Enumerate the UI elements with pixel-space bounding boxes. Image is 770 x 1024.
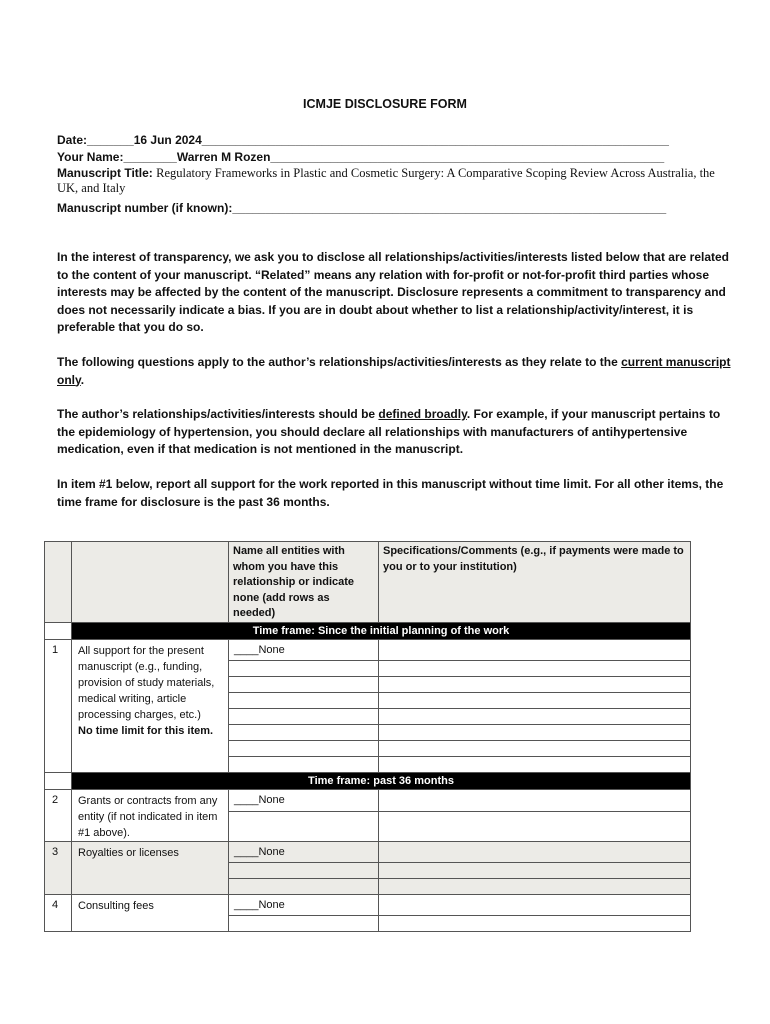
entity-cell[interactable] (229, 863, 379, 879)
name-line (57, 150, 664, 165)
comment-cell[interactable] (379, 725, 691, 741)
name-label: Your Name: (57, 150, 124, 164)
table-row (45, 895, 691, 916)
none-option[interactable]: ____None (229, 640, 379, 661)
name-value[interactable]: ________Warren M Rozen___________________________________________________________ (123, 150, 665, 164)
item-number: 3 (45, 842, 72, 895)
entity-cell[interactable] (229, 693, 379, 709)
disclosure-table (44, 541, 691, 932)
entity-cell[interactable] (229, 916, 379, 932)
comment-cell[interactable] (379, 677, 691, 693)
table-header-row (45, 542, 691, 623)
item-description: Consulting fees (72, 895, 229, 932)
intro-paragraph-2 (57, 354, 737, 389)
entity-cell[interactable] (229, 811, 379, 841)
entity-cell[interactable] (229, 661, 379, 677)
comment-cell[interactable] (379, 842, 691, 863)
entity-cell[interactable] (229, 677, 379, 693)
item1-desc-text: All support for the present manuscript (e.g., funding, provision of study materials, medical writing, article processing charges, etc.) (78, 645, 215, 721)
none-option[interactable]: ____None (229, 895, 379, 916)
p3-rest: . For example, if your manuscript pertains to the epidemiology of hypertension, you should declare all relationships with manufacturers of antihypertensive medication, even if that medication is not mentioned in the manuscript. (57, 407, 721, 456)
date-label: Date: (57, 133, 88, 147)
timeframe-row-2 (45, 773, 691, 790)
intro-paragraph-3 (57, 406, 737, 459)
comment-cell[interactable] (379, 741, 691, 757)
p3-text: The author’s relationships/activities/interests should be (57, 407, 379, 421)
header-spec-cell: Specifications/Comments (e.g., if payments were made to you or to your institution) (379, 542, 691, 623)
date-value[interactable]: _______16 Jun 2024______________________________________________________________________ (87, 133, 669, 147)
entity-cell[interactable] (229, 741, 379, 757)
comment-cell[interactable] (379, 790, 691, 812)
comment-cell[interactable] (379, 693, 691, 709)
comment-cell[interactable] (379, 863, 691, 879)
item-description: Royalties or licenses (72, 842, 229, 895)
timeframe-spacer (45, 623, 72, 640)
comment-cell[interactable] (379, 916, 691, 932)
timeframe-label-2: Time frame: past 36 months (72, 773, 691, 790)
item-description (72, 640, 229, 773)
entity-cell[interactable] (229, 757, 379, 773)
header-desc-cell (72, 542, 229, 623)
p2-end: . (80, 372, 85, 387)
item-number: 2 (45, 790, 72, 842)
manuscript-number-line (57, 201, 666, 216)
item-number: 1 (45, 640, 72, 773)
none-option[interactable]: ____None (229, 790, 379, 812)
intro-paragraph-4: In item #1 below, report all support for the work reported in this manuscript without time limit. For all other items, the time frame for disclosure is the past 36 months. (57, 477, 724, 509)
comment-cell[interactable] (379, 879, 691, 895)
timeframe-label-1: Time frame: Since the initial planning of the work (72, 623, 691, 640)
manuscript-number-value[interactable]: _________________________________________________________________ (232, 201, 667, 215)
timeframe-row-1 (45, 623, 691, 640)
comment-cell[interactable] (379, 640, 691, 661)
entity-cell[interactable] (229, 725, 379, 741)
entity-cell[interactable] (229, 879, 379, 895)
comment-cell[interactable] (379, 661, 691, 677)
header-num-cell (45, 542, 72, 623)
item-description: Grants or contracts from any entity (if not indicated in item #1 above). (72, 790, 229, 842)
comment-cell[interactable] (379, 811, 691, 841)
manuscript-title-label: Manuscript Title: (57, 166, 153, 180)
date-line (57, 133, 669, 148)
item-number: 4 (45, 895, 72, 932)
entity-cell[interactable] (229, 709, 379, 725)
table-row (45, 790, 691, 812)
manuscript-title-line (57, 166, 717, 196)
timeframe-spacer (45, 773, 72, 790)
p2-text: The following questions apply to the author’s relationships/activities/interests as they relate to the (57, 355, 622, 369)
comment-cell[interactable] (379, 757, 691, 773)
comment-cell[interactable] (379, 895, 691, 916)
intro-paragraph-1: In the interest of transparency, we ask you to disclose all relationships/activities/interests listed below that are related to the content of your manuscript. “Related” means any relation with for-profit or not-for-profit third parties whose interests may be affected by the content of the manuscript. Disclosure represents a commitment to transparency and does not necessarily indicate a bias. If you are in doubt about whether to list a relationship/activity/interest, it is preferable that you do so. (57, 250, 729, 334)
manuscript-number-label: Manuscript number (if known): (57, 201, 233, 215)
form-title: ICMJE DISCLOSURE FORM (303, 97, 467, 111)
table-row (45, 640, 691, 661)
header-name-cell: Name all entities with whom you have this relationship or indicate none (add rows as needed) (229, 542, 379, 623)
table-row (45, 842, 691, 863)
p3-underlined: defined broadly (378, 407, 467, 421)
none-option[interactable]: ____None (229, 842, 379, 863)
manuscript-title-value[interactable]: Regulatory Frameworks in Plastic and Cosmetic Surgery: A Comparative Scoping Review Across Australia, the UK, and Italy (57, 166, 715, 195)
p2-underlined: current manuscript only (57, 355, 731, 387)
item1-desc-bold: No time limit for this item. (78, 725, 214, 737)
comment-cell[interactable] (379, 709, 691, 725)
